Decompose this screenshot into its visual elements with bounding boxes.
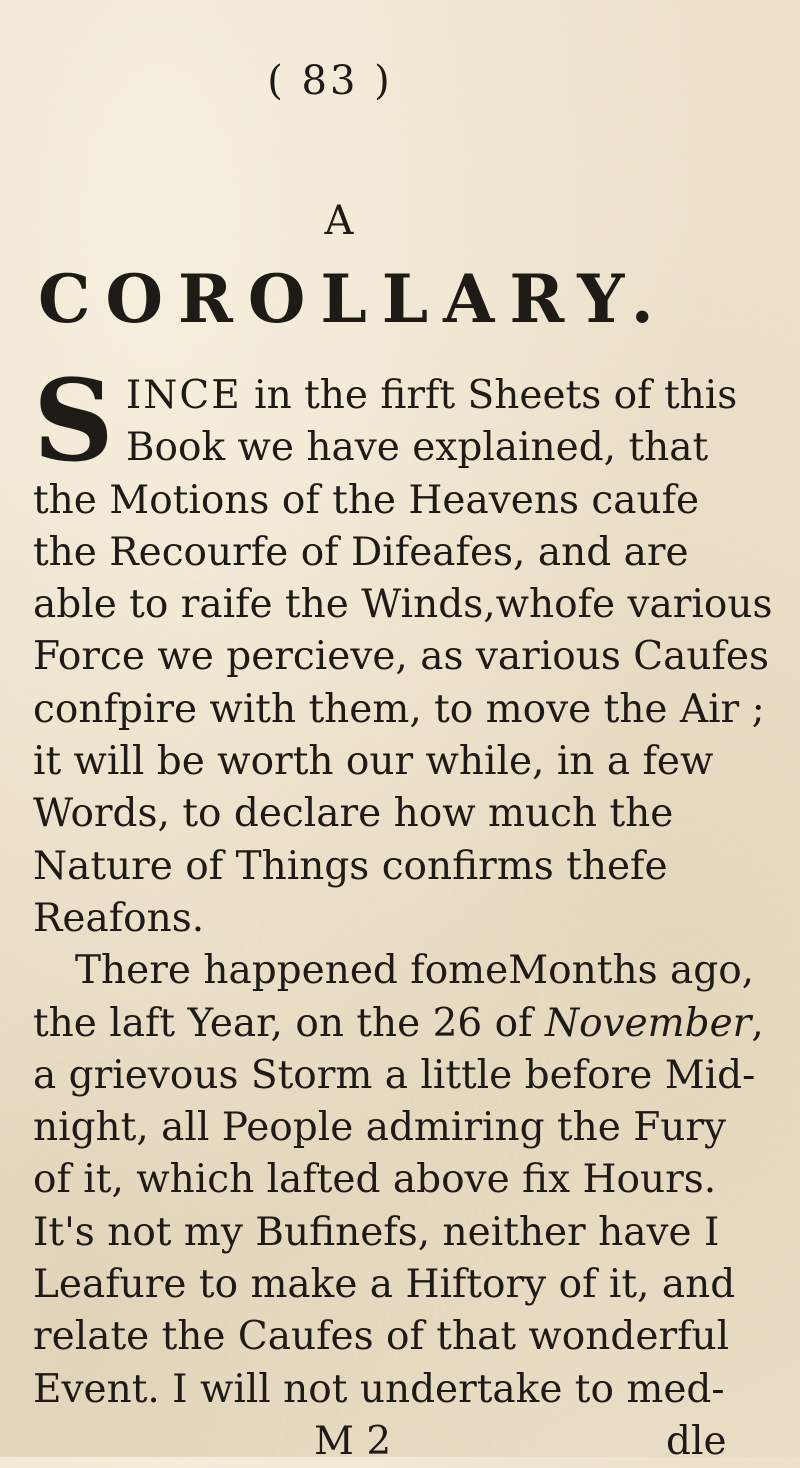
signature-mark: M 2 [314, 1418, 392, 1464]
text-line: Leafure to make a Hiftory of it, and [33, 1262, 736, 1308]
text-line: it will be worth our while, in a few [33, 739, 714, 785]
text-segment: the laft Year, on the 26 of [33, 1000, 545, 1046]
text-line: It's not my Bufinefs, neither have I [33, 1209, 720, 1255]
text-line: Words, to declare how much the [33, 791, 674, 837]
heading-article: A [324, 198, 356, 244]
heading-title: COROLLARY. [38, 260, 669, 338]
text-line-content: in the firft Sheets of this [254, 373, 738, 418]
text-line: There happened fomeMonths ago, [75, 948, 755, 994]
text-line: of it, which lafted above fix Hours. [33, 1157, 717, 1203]
text-line: the Motions of the Heavens caufe [33, 477, 700, 523]
text-line [33, 370, 783, 422]
text-line: confpire with them, to move the Air ; [33, 686, 765, 732]
first-word-small-caps: INCE [125, 373, 242, 418]
body-text [33, 356, 783, 1468]
text-line: able to raife the Winds,whofe various [33, 582, 773, 628]
page-number: ( 83 ) [267, 58, 393, 104]
text-segment: , [751, 1000, 764, 1046]
text-line: relate the Caufes of that wonderful [33, 1314, 730, 1360]
text-line: the Recourfe of Difeafes, and are [33, 529, 689, 575]
text-line: night, all People admiring the Fury [33, 1105, 727, 1151]
text-line: Nature of Things confirms thefe [33, 843, 668, 889]
text-line: Event. I will not undertake to med- [33, 1366, 725, 1412]
text-line: a grievous Storm a little before Mid- [33, 1052, 756, 1098]
catchword: dle [666, 1418, 727, 1464]
italic-month: November [544, 1000, 752, 1046]
text-line: Reafons. [33, 895, 205, 941]
drop-cap: S [33, 356, 114, 487]
text-line: Force we percieve, as various Caufes [33, 634, 770, 680]
text-line [33, 998, 783, 1050]
text-line: Book we have explained, that [125, 425, 709, 471]
footer-line [33, 1416, 783, 1468]
